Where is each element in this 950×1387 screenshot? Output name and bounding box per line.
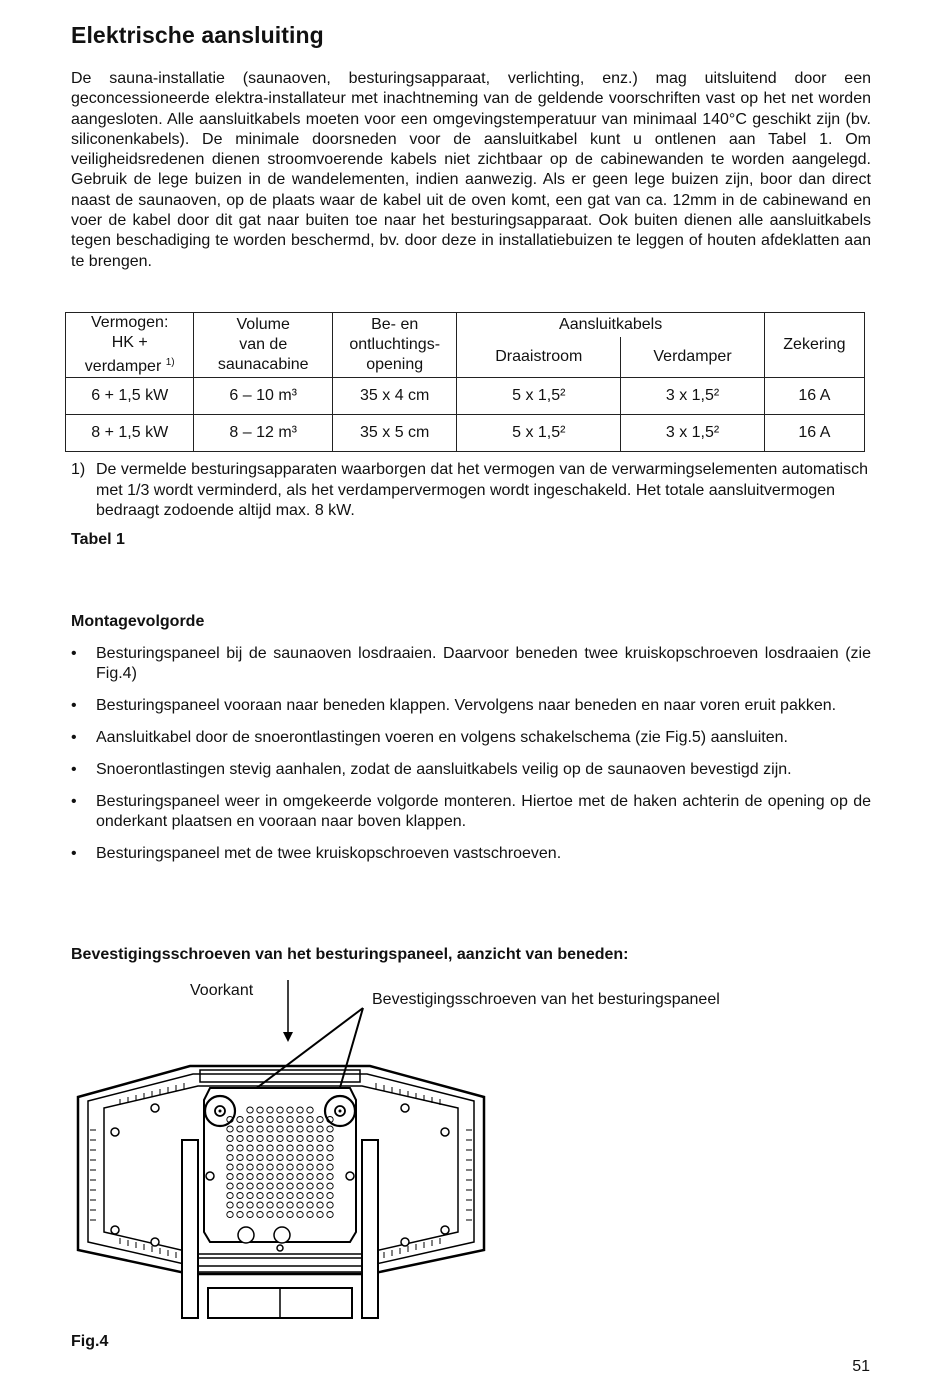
table-footnote [71,460,871,522]
table-row [66,415,865,452]
label-front: Voorkant [190,982,254,999]
list-item: • Besturingspaneel bij de saunaoven losdraaien. Daarvoor beneden twee kruiskopschroeven losdraaien (zie Fig.4) [71,645,871,682]
footnote-text: De vermelde besturingsapparaten waarborgen dat het vermogen van de verwarmingselementen automatisch met 1/3 wordt verminderd, als het verdampervermogen wordt ingeschakeld. Het totale aansluitvermogen bedraagt zodoende altijd max. 8 kW. [96,461,868,519]
table-cell: 16 A [764,415,864,452]
table-cell: 16 A [764,378,864,415]
table-cell: 6 + 1,5 kW [66,378,194,415]
page-title: Elektrische aansluiting [71,22,324,48]
footnote-number: 1) [71,461,86,478]
table-cell: 35 x 4 cm [332,378,456,415]
right-leg [362,1140,378,1318]
list-item: • Besturingspaneel met de twee kruiskopschroeven vastschroeven. [71,845,562,862]
control-panel-drawing [60,970,500,1330]
page-number: 51 [852,1358,870,1375]
table-cell: 8 + 1,5 kW [66,415,194,452]
figure-heading: Bevestigingsschroeven van het besturingspaneel, aanzicht van beneden: [71,946,629,963]
table-cell: 3 x 1,5² [621,378,765,415]
table-cell: 6 – 10 m³ [194,378,333,415]
list-item: • Besturingspaneel weer in omgekeerde volgorde monteren. Hiertoe met de haken achterin de opening op de onderkant plaatsen en vooraan naar boven klappen. [71,793,871,830]
list-item: • Besturingspaneel vooraan naar beneden klappen. Vervolgens naar beneden en naar voren eruit pakken. [71,697,837,714]
header-fuse: Zekering [764,313,864,378]
montage-heading: Montagevolgorde [71,613,205,630]
list-item: • Snoerontlastingen stevig aanhalen, zodat de aansluitkabels veilig op de saunaoven bevestigd zijn. [71,761,792,778]
table-cell: 3 x 1,5² [621,415,765,452]
table-caption: Tabel 1 [71,531,125,548]
montage-steps [71,644,871,876]
table-cell: 5 x 1,5² [457,415,621,452]
table-cell: 8 – 12 m³ [194,415,333,452]
header-cables: Aansluitkabels [457,313,764,338]
cable-table [65,312,865,452]
table-cell: 35 x 5 cm [332,415,456,452]
control-panel-plate [204,1088,356,1242]
header-cable-threephase: Draaistroom [457,337,621,378]
header-volume: Volume van de saunacabine [194,313,333,378]
table-cell: 5 x 1,5² [457,378,621,415]
list-item: • Aansluitkabel door de snoerontlastingen voeren en volgens schakelschema (zie Fig.5) aansluiten. [71,729,788,746]
header-cable-evaporator: Verdamper [621,337,765,378]
header-ventilation: Be- en ontluchtings- opening [332,313,456,378]
label-screws: Bevestigingsschroeven van het besturingspaneel [372,991,720,1008]
intro-paragraph: De sauna-installatie (saunaoven, besturingsapparaat, verlichting, enz.) mag uitsluitend door een geconcessioneerde elektra-installateur met inachtneming van de geldende voorschriften vast op het net worden aangesloten. Alle aansluitkabels moeten voor een omgevingstemperatuur van minimaal 140°C geschikt zijn (bv. siliconenkabels). De minimale doorsneden voor de aansluitkabel kunt u ontlenen aan Tabel 1. Om veiligheidsredenen dienen stroomvoerende kabels niet zichtbaar op de cabinewanden te worden aangelegd. Gebruik de lege buizen in de wandelementen, indien aanwezig. Als er geen lege buizen zijn, boor dan direct naast de saunaoven, op de plaats waar de kabel uit de oven komt, een gat van ca. 12mm in de cabinewand en voer de kabel door dit gat naar buiten toe naar het besturingsapparaat. Ook buiten dienen alle aansluitkabels tegen beschadiging te worden beschermd, bv. door deze in installatiebuizen te leggen of houten afdeklatten aan te brengen. [71,70,871,270]
figure-caption: Fig.4 [71,1333,109,1350]
pointer-line-right [337,1008,363,1098]
left-leg [182,1140,198,1318]
table-row [66,378,865,415]
header-power: Vermogen: HK + verdamper $^{1)}$ [66,313,194,378]
